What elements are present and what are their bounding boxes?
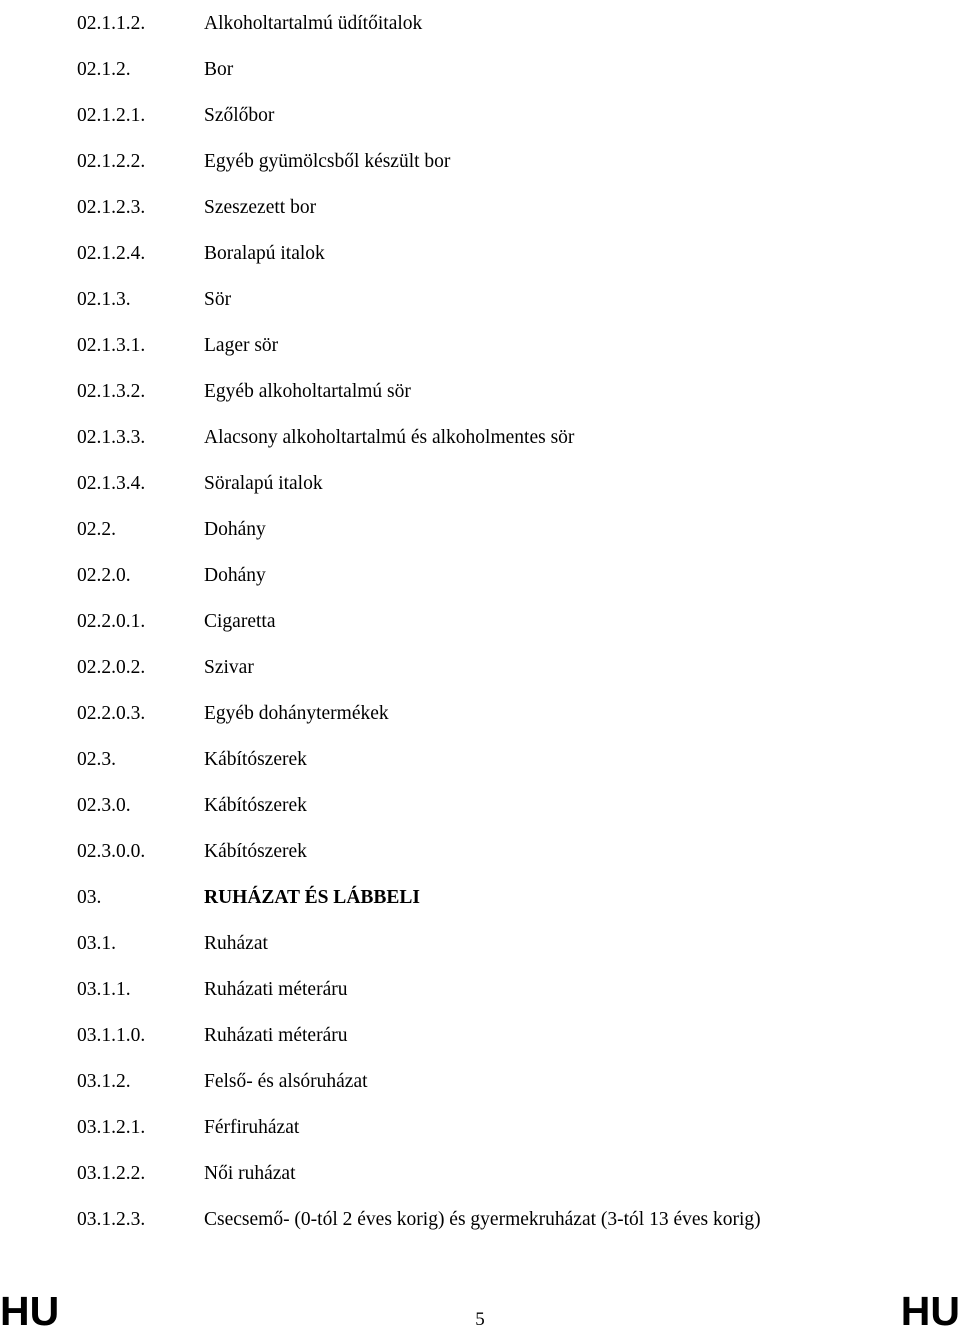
item-code: 02.1.3.1. — [77, 334, 146, 356]
list-item — [77, 1104, 937, 1150]
list-item — [77, 138, 937, 184]
item-label: Kábítószerek — [204, 794, 307, 816]
item-code: 03.1.2. — [77, 1070, 131, 1092]
item-code: 03.1.2.3. — [77, 1208, 146, 1230]
list-item — [77, 736, 937, 782]
item-code: 02.3.0.0. — [77, 840, 146, 862]
item-code: 02.3. — [77, 748, 116, 770]
item-code: 02.2. — [77, 518, 116, 540]
list-item — [77, 322, 937, 368]
list-item — [77, 690, 937, 736]
item-label: Egyéb gyümölcsből készült bor — [204, 150, 451, 172]
item-code: 03.1.1.0. — [77, 1024, 146, 1046]
item-code: 02.2.0.3. — [77, 702, 146, 724]
item-label: Boralapú italok — [204, 242, 325, 264]
item-label: Egyéb alkoholtartalmú sör — [204, 380, 411, 402]
list-item — [77, 506, 937, 552]
item-code: 02.1.2.1. — [77, 104, 146, 126]
list-item — [77, 828, 937, 874]
page-number: 5 — [475, 1309, 485, 1330]
list-item — [77, 460, 937, 506]
item-label: Felső- és alsóruházat — [204, 1070, 368, 1092]
list-item — [77, 1012, 937, 1058]
item-label: Dohány — [204, 564, 266, 586]
item-code: 03.1. — [77, 932, 116, 954]
section-heading — [77, 874, 937, 920]
item-label: Egyéb dohánytermékek — [204, 702, 389, 724]
list-item — [77, 552, 937, 598]
item-label: Szeszezett bor — [204, 196, 317, 218]
item-code: 02.1.3. — [77, 288, 131, 310]
item-label: Alacsony alkoholtartalmú és alkoholmentes sör — [204, 426, 575, 448]
list-item — [77, 46, 937, 92]
list-item — [77, 1150, 937, 1196]
item-label: Szivar — [204, 656, 254, 678]
list-item — [77, 0, 937, 46]
item-code: 02.1.2.2. — [77, 150, 146, 172]
item-label: Dohány — [204, 518, 266, 540]
footer-country-mark-right: HU — [900, 1288, 960, 1334]
item-label: Sör — [204, 288, 232, 310]
item-code: 02.1.3.2. — [77, 380, 146, 402]
list-item — [77, 276, 937, 322]
list-item — [77, 92, 937, 138]
item-code: 02.1.3.3. — [77, 426, 146, 448]
item-label: Kábítószerek — [204, 748, 307, 770]
item-label: Ruházati méteráru — [204, 978, 348, 1000]
list-item — [77, 644, 937, 690]
item-label: Alkoholtartalmú üdítőitalok — [204, 12, 423, 34]
list-item — [77, 230, 937, 276]
item-code: 02.1.2. — [77, 58, 131, 80]
item-label: Kábítószerek — [204, 840, 307, 862]
list-item — [77, 966, 937, 1012]
item-code: 02.2.0.2. — [77, 656, 146, 678]
item-code: 03.1.1. — [77, 978, 131, 1000]
item-label: Csecsemő- (0-tól 2 éves korig) és gyermekruházat (3-tól 13 éves korig) — [204, 1208, 761, 1230]
item-label: Szőlőbor — [204, 104, 275, 126]
section-title: RUHÁZAT ÉS LÁBBELI — [204, 886, 421, 908]
list-item — [77, 1196, 937, 1242]
item-label: Ruházati méteráru — [204, 1024, 348, 1046]
list-item — [77, 414, 937, 460]
item-code: 03.1.2.2. — [77, 1162, 146, 1184]
list-item — [77, 598, 937, 644]
classification-list — [77, 0, 937, 1242]
item-label: Férfiruházat — [204, 1116, 300, 1138]
item-code: 02.1.3.4. — [77, 472, 146, 494]
list-item — [77, 368, 937, 414]
list-item — [77, 782, 937, 828]
item-code: 02.2.0. — [77, 564, 131, 586]
item-label: Bor — [204, 58, 234, 80]
item-code: 02.1.2.3. — [77, 196, 146, 218]
item-code: 03.1.2.1. — [77, 1116, 146, 1138]
item-label: Lager sör — [204, 334, 279, 356]
list-item — [77, 920, 937, 966]
list-item — [77, 1058, 937, 1104]
item-label: Női ruházat — [204, 1162, 296, 1184]
item-label: Ruházat — [204, 932, 268, 954]
item-label: Söralapú italok — [204, 472, 323, 494]
item-code: 03. — [77, 886, 102, 908]
item-code: 02.1.1.2. — [77, 12, 146, 34]
list-item — [77, 184, 937, 230]
item-code: 02.1.2.4. — [77, 242, 146, 264]
item-code: 02.3.0. — [77, 794, 131, 816]
footer-country-mark-left: HU — [0, 1288, 60, 1334]
item-code: 02.2.0.1. — [77, 610, 146, 632]
item-label: Cigaretta — [204, 610, 276, 632]
